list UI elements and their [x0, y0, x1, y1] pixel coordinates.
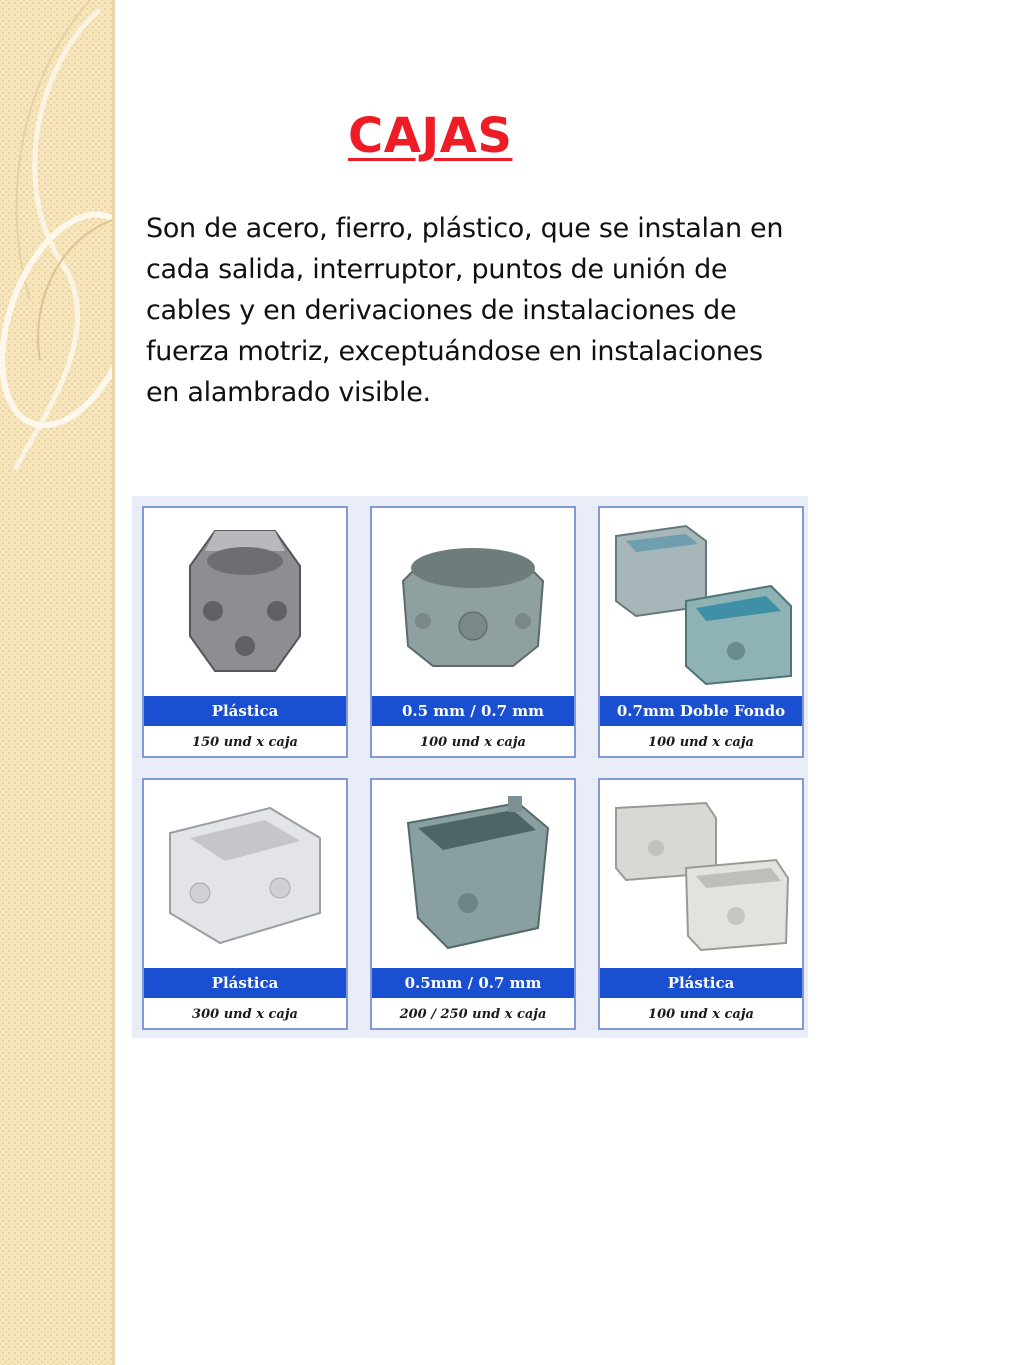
product-label: 0.5 mm / 0.7 mm — [372, 696, 574, 726]
product-label: Plástica — [144, 968, 346, 998]
product-card — [142, 778, 348, 1030]
product-card — [142, 506, 348, 758]
octagonal-metal-box-icon — [372, 508, 574, 694]
product-quantity: 100 und x caja — [420, 734, 526, 750]
product-quantity: 200 / 250 und x caja — [399, 1006, 547, 1022]
product-card — [598, 778, 804, 1030]
product-card — [370, 778, 576, 1030]
page-title: CAJAS — [348, 108, 513, 164]
product-quantity: 100 und x caja — [648, 734, 754, 750]
product-card — [598, 506, 804, 758]
product-label: Plástica — [600, 968, 802, 998]
product-quantity: 150 und x caja — [192, 734, 298, 750]
square-metal-box-icon — [600, 508, 802, 694]
rectangular-metal-box-icon — [372, 780, 574, 966]
square-plastic-box-icon — [600, 780, 802, 966]
product-quantity: 300 und x caja — [192, 1006, 298, 1022]
octagonal-plastic-box-icon — [144, 508, 346, 694]
product-label: Plástica — [144, 696, 346, 726]
product-label: 0.7mm Doble Fondo — [600, 696, 802, 726]
product-grid — [132, 496, 808, 1038]
product-label: 0.5mm / 0.7 mm — [372, 968, 574, 998]
swirl-decoration-icon — [0, 0, 112, 1365]
rectangular-plastic-box-icon — [144, 780, 346, 966]
description-paragraph: Son de acero, fierro, plástico, que se instalan en cada salida, interruptor, puntos de unión de cables y en derivaciones de instalaciones de fuerza motriz, exceptuándose en instalaciones en alambrado visible. — [146, 213, 784, 408]
product-card — [370, 506, 576, 758]
decorative-side-band — [0, 0, 115, 1365]
product-quantity: 100 und x caja — [648, 1006, 754, 1022]
